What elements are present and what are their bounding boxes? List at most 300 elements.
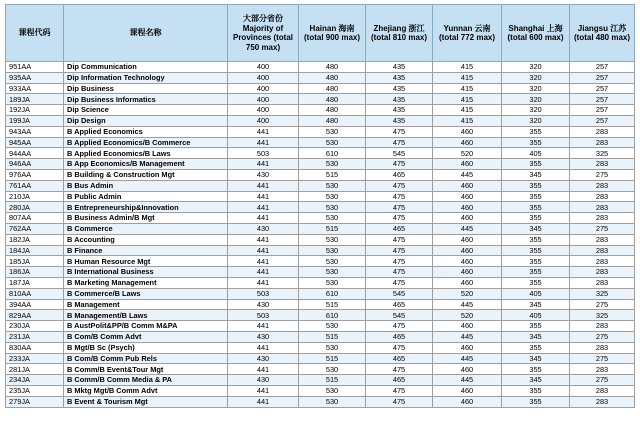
shanghai-score-cell: 320 — [502, 115, 570, 126]
hainan-score-cell: 515 — [299, 169, 366, 180]
jiangsu-score-cell: 325 — [570, 288, 635, 299]
course-code-cell: 187JA — [6, 277, 64, 288]
jiangsu-score-cell: 283 — [570, 126, 635, 137]
shanghai-score-cell: 345 — [502, 223, 570, 234]
course-code-cell: 185JA — [6, 256, 64, 267]
zhejiang-score-cell: 475 — [366, 245, 433, 256]
course-code-cell: 946AA — [6, 159, 64, 170]
header-course-name: 课程名称 — [64, 5, 228, 62]
course-code-cell: 189JA — [6, 94, 64, 105]
majority-score-cell: 400 — [228, 115, 299, 126]
course-code-cell: 944AA — [6, 148, 64, 159]
course-code-cell: 279JA — [6, 396, 64, 407]
table-row — [6, 213, 635, 224]
jiangsu-score-cell: 283 — [570, 191, 635, 202]
shanghai-score-cell: 355 — [502, 321, 570, 332]
table-row — [6, 126, 635, 137]
yunnan-score-cell: 415 — [433, 72, 502, 83]
course-code-cell: 830AA — [6, 342, 64, 353]
jiangsu-score-cell: 275 — [570, 223, 635, 234]
course-code-cell: 235JA — [6, 385, 64, 396]
yunnan-score-cell: 460 — [433, 321, 502, 332]
course-code-cell: 807AA — [6, 213, 64, 224]
table-row — [6, 256, 635, 267]
course-name-cell: B AustPolit&PP/B Comm M&PA — [64, 321, 228, 332]
course-name-cell: B Applied Economics/B Commerce — [64, 137, 228, 148]
course-code-cell: 234JA — [6, 375, 64, 386]
jiangsu-score-cell: 283 — [570, 364, 635, 375]
scores-table — [5, 4, 635, 408]
table-row — [6, 331, 635, 342]
table-row — [6, 234, 635, 245]
course-name-cell: Dip Business Informatics — [64, 94, 228, 105]
course-name-cell: B Mgt/B Sc (Psych) — [64, 342, 228, 353]
table-row — [6, 223, 635, 234]
yunnan-score-cell: 460 — [433, 137, 502, 148]
course-code-cell: 199JA — [6, 115, 64, 126]
zhejiang-score-cell: 465 — [366, 223, 433, 234]
jiangsu-score-cell: 283 — [570, 342, 635, 353]
course-code-cell: 951AA — [6, 62, 64, 73]
hainan-score-cell: 530 — [299, 202, 366, 213]
hainan-score-cell: 480 — [299, 94, 366, 105]
course-name-cell: B Public Admin — [64, 191, 228, 202]
jiangsu-score-cell: 325 — [570, 148, 635, 159]
zhejiang-score-cell: 435 — [366, 105, 433, 116]
yunnan-score-cell: 460 — [433, 342, 502, 353]
majority-score-cell: 441 — [228, 126, 299, 137]
shanghai-score-cell: 345 — [502, 375, 570, 386]
hainan-score-cell: 610 — [299, 288, 366, 299]
yunnan-score-cell: 445 — [433, 375, 502, 386]
table-row — [6, 159, 635, 170]
course-name-cell: B Com/B Comm Pub Rels — [64, 353, 228, 364]
course-name-cell: B Event & Tourism Mgt — [64, 396, 228, 407]
course-code-cell: 182JA — [6, 234, 64, 245]
jiangsu-score-cell: 283 — [570, 245, 635, 256]
majority-score-cell: 400 — [228, 62, 299, 73]
yunnan-score-cell: 460 — [433, 213, 502, 224]
table-row — [6, 310, 635, 321]
shanghai-score-cell: 355 — [502, 256, 570, 267]
shanghai-score-cell: 355 — [502, 234, 570, 245]
table-row — [6, 385, 635, 396]
shanghai-score-cell: 320 — [502, 94, 570, 105]
majority-score-cell: 400 — [228, 105, 299, 116]
yunnan-score-cell: 520 — [433, 288, 502, 299]
shanghai-score-cell: 345 — [502, 169, 570, 180]
course-name-cell: B Building & Construction Mgt — [64, 169, 228, 180]
shanghai-score-cell: 355 — [502, 126, 570, 137]
jiangsu-score-cell: 283 — [570, 137, 635, 148]
zhejiang-score-cell: 435 — [366, 115, 433, 126]
hainan-score-cell: 530 — [299, 396, 366, 407]
course-code-cell: 192JA — [6, 105, 64, 116]
majority-score-cell: 503 — [228, 310, 299, 321]
zhejiang-score-cell: 475 — [366, 364, 433, 375]
jiangsu-score-cell: 257 — [570, 83, 635, 94]
header-row — [6, 5, 635, 62]
course-code-cell: 933AA — [6, 83, 64, 94]
zhejiang-score-cell: 475 — [366, 191, 433, 202]
majority-score-cell: 430 — [228, 169, 299, 180]
course-code-cell: 762AA — [6, 223, 64, 234]
zhejiang-score-cell: 475 — [366, 159, 433, 170]
hainan-score-cell: 530 — [299, 245, 366, 256]
course-name-cell: B Bus Admin — [64, 180, 228, 191]
shanghai-score-cell: 355 — [502, 159, 570, 170]
hainan-score-cell: 480 — [299, 105, 366, 116]
shanghai-score-cell: 405 — [502, 148, 570, 159]
jiangsu-score-cell: 257 — [570, 62, 635, 73]
jiangsu-score-cell: 283 — [570, 202, 635, 213]
jiangsu-score-cell: 275 — [570, 353, 635, 364]
hainan-score-cell: 530 — [299, 342, 366, 353]
zhejiang-score-cell: 545 — [366, 288, 433, 299]
jiangsu-score-cell: 257 — [570, 105, 635, 116]
course-code-cell: 943AA — [6, 126, 64, 137]
majority-score-cell: 430 — [228, 375, 299, 386]
yunnan-score-cell: 460 — [433, 267, 502, 278]
course-code-cell: 761AA — [6, 180, 64, 191]
majority-score-cell: 441 — [228, 180, 299, 191]
course-code-cell: 976AA — [6, 169, 64, 180]
course-code-cell: 281JA — [6, 364, 64, 375]
majority-score-cell: 441 — [228, 202, 299, 213]
yunnan-score-cell: 460 — [433, 180, 502, 191]
course-code-cell: 280JA — [6, 202, 64, 213]
zhejiang-score-cell: 475 — [366, 321, 433, 332]
table-row — [6, 94, 635, 105]
table-row — [6, 364, 635, 375]
table-row — [6, 288, 635, 299]
table-row — [6, 267, 635, 278]
hainan-score-cell: 480 — [299, 72, 366, 83]
majority-score-cell: 430 — [228, 353, 299, 364]
course-code-cell: 231JA — [6, 331, 64, 342]
course-name-cell: Dip Science — [64, 105, 228, 116]
course-code-cell: 829AA — [6, 310, 64, 321]
yunnan-score-cell: 415 — [433, 83, 502, 94]
jiangsu-score-cell: 283 — [570, 277, 635, 288]
hainan-score-cell: 530 — [299, 191, 366, 202]
majority-score-cell: 400 — [228, 72, 299, 83]
yunnan-score-cell: 520 — [433, 310, 502, 321]
hainan-score-cell: 530 — [299, 364, 366, 375]
jiangsu-score-cell: 275 — [570, 299, 635, 310]
jiangsu-score-cell: 325 — [570, 310, 635, 321]
course-name-cell: B Commerce/B Laws — [64, 288, 228, 299]
shanghai-score-cell: 355 — [502, 342, 570, 353]
majority-score-cell: 430 — [228, 299, 299, 310]
majority-score-cell: 441 — [228, 245, 299, 256]
hainan-score-cell: 530 — [299, 234, 366, 245]
shanghai-score-cell: 320 — [502, 105, 570, 116]
course-name-cell: B Com/B Comm Advt — [64, 331, 228, 342]
table-row — [6, 299, 635, 310]
zhejiang-score-cell: 475 — [366, 234, 433, 245]
jiangsu-score-cell: 257 — [570, 115, 635, 126]
table-row — [6, 353, 635, 364]
jiangsu-score-cell: 275 — [570, 169, 635, 180]
shanghai-score-cell: 355 — [502, 277, 570, 288]
table-row — [6, 245, 635, 256]
jiangsu-score-cell: 283 — [570, 321, 635, 332]
header-shanghai: Shanghai 上海 (total 600 max) — [502, 5, 570, 62]
header-yunnan: Yunnan 云南 (total 772 max) — [433, 5, 502, 62]
shanghai-score-cell: 355 — [502, 385, 570, 396]
yunnan-score-cell: 460 — [433, 191, 502, 202]
yunnan-score-cell: 445 — [433, 223, 502, 234]
zhejiang-score-cell: 475 — [366, 202, 433, 213]
majority-score-cell: 441 — [228, 137, 299, 148]
yunnan-score-cell: 415 — [433, 105, 502, 116]
yunnan-score-cell: 460 — [433, 385, 502, 396]
shanghai-score-cell: 320 — [502, 83, 570, 94]
course-name-cell: B Comm/B Comm Media & PA — [64, 375, 228, 386]
zhejiang-score-cell: 475 — [366, 180, 433, 191]
zhejiang-score-cell: 435 — [366, 62, 433, 73]
course-code-cell: 186JA — [6, 267, 64, 278]
majority-score-cell: 400 — [228, 94, 299, 105]
majority-score-cell: 441 — [228, 159, 299, 170]
course-name-cell: B Comm/B Event&Tour Mgt — [64, 364, 228, 375]
majority-score-cell: 441 — [228, 191, 299, 202]
course-name-cell: B Entrepreneurship&Innovation — [64, 202, 228, 213]
course-name-cell: B Finance — [64, 245, 228, 256]
zhejiang-score-cell: 545 — [366, 310, 433, 321]
course-name-cell: Dip Design — [64, 115, 228, 126]
table-row — [6, 62, 635, 73]
zhejiang-score-cell: 465 — [366, 353, 433, 364]
zhejiang-score-cell: 435 — [366, 94, 433, 105]
yunnan-score-cell: 445 — [433, 169, 502, 180]
jiangsu-score-cell: 283 — [570, 256, 635, 267]
shanghai-score-cell: 355 — [502, 180, 570, 191]
hainan-score-cell: 530 — [299, 267, 366, 278]
majority-score-cell: 441 — [228, 213, 299, 224]
table-row — [6, 169, 635, 180]
header-hainan: Hainan 海南 (total 900 max) — [299, 5, 366, 62]
hainan-score-cell: 530 — [299, 126, 366, 137]
majority-score-cell: 503 — [228, 288, 299, 299]
hainan-score-cell: 515 — [299, 331, 366, 342]
majority-score-cell: 430 — [228, 223, 299, 234]
course-code-cell: 935AA — [6, 72, 64, 83]
majority-score-cell: 441 — [228, 342, 299, 353]
zhejiang-score-cell: 475 — [366, 385, 433, 396]
jiangsu-score-cell: 275 — [570, 375, 635, 386]
zhejiang-score-cell: 435 — [366, 83, 433, 94]
zhejiang-score-cell: 465 — [366, 299, 433, 310]
hainan-score-cell: 530 — [299, 159, 366, 170]
course-name-cell: B Mktg Mgt/B Comm Advt — [64, 385, 228, 396]
yunnan-score-cell: 460 — [433, 256, 502, 267]
yunnan-score-cell: 460 — [433, 245, 502, 256]
zhejiang-score-cell: 465 — [366, 169, 433, 180]
jiangsu-score-cell: 283 — [570, 180, 635, 191]
hainan-score-cell: 530 — [299, 385, 366, 396]
course-code-cell: 233JA — [6, 353, 64, 364]
majority-score-cell: 503 — [228, 148, 299, 159]
shanghai-score-cell: 355 — [502, 267, 570, 278]
table-body — [6, 62, 635, 408]
header-jiangsu: Jiangsu 江苏 (total 480 max) — [570, 5, 635, 62]
header-course-code: 课程代码 — [6, 5, 64, 62]
yunnan-score-cell: 415 — [433, 115, 502, 126]
jiangsu-score-cell: 257 — [570, 94, 635, 105]
course-name-cell: B Human Resource Mgt — [64, 256, 228, 267]
zhejiang-score-cell: 475 — [366, 213, 433, 224]
majority-score-cell: 441 — [228, 256, 299, 267]
shanghai-score-cell: 355 — [502, 245, 570, 256]
hainan-score-cell: 530 — [299, 180, 366, 191]
table-row — [6, 342, 635, 353]
course-name-cell: B Marketing Management — [64, 277, 228, 288]
zhejiang-score-cell: 435 — [366, 72, 433, 83]
hainan-score-cell: 515 — [299, 299, 366, 310]
header-zhejiang: Zhejiang 浙江 (total 810 max) — [366, 5, 433, 62]
table-row — [6, 202, 635, 213]
course-name-cell: B App Economics/B Management — [64, 159, 228, 170]
majority-score-cell: 441 — [228, 267, 299, 278]
course-name-cell: B International Business — [64, 267, 228, 278]
hainan-score-cell: 515 — [299, 375, 366, 386]
hainan-score-cell: 610 — [299, 148, 366, 159]
yunnan-score-cell: 460 — [433, 126, 502, 137]
jiangsu-score-cell: 283 — [570, 385, 635, 396]
yunnan-score-cell: 460 — [433, 364, 502, 375]
shanghai-score-cell: 345 — [502, 331, 570, 342]
header-majority-provinces: 大部分省份 Majority of Provinces (total 750 max) — [228, 5, 299, 62]
table-row — [6, 72, 635, 83]
zhejiang-score-cell: 475 — [366, 342, 433, 353]
shanghai-score-cell: 405 — [502, 310, 570, 321]
hainan-score-cell: 480 — [299, 62, 366, 73]
admission-scores-sheet — [5, 4, 634, 408]
course-name-cell: Dip Communication — [64, 62, 228, 73]
majority-score-cell: 441 — [228, 321, 299, 332]
shanghai-score-cell: 320 — [502, 72, 570, 83]
table-row — [6, 115, 635, 126]
hainan-score-cell: 530 — [299, 256, 366, 267]
majority-score-cell: 441 — [228, 277, 299, 288]
zhejiang-score-cell: 475 — [366, 396, 433, 407]
jiangsu-score-cell: 283 — [570, 159, 635, 170]
shanghai-score-cell: 355 — [502, 364, 570, 375]
majority-score-cell: 441 — [228, 234, 299, 245]
hainan-score-cell: 530 — [299, 321, 366, 332]
table-row — [6, 191, 635, 202]
hainan-score-cell: 610 — [299, 310, 366, 321]
table-row — [6, 83, 635, 94]
course-code-cell: 210JA — [6, 191, 64, 202]
jiangsu-score-cell: 257 — [570, 72, 635, 83]
table-row — [6, 137, 635, 148]
course-name-cell: Dip Information Technology — [64, 72, 228, 83]
zhejiang-score-cell: 545 — [366, 148, 433, 159]
zhejiang-score-cell: 475 — [366, 267, 433, 278]
shanghai-score-cell: 355 — [502, 202, 570, 213]
yunnan-score-cell: 445 — [433, 331, 502, 342]
yunnan-score-cell: 460 — [433, 202, 502, 213]
yunnan-score-cell: 460 — [433, 277, 502, 288]
jiangsu-score-cell: 283 — [570, 234, 635, 245]
jiangsu-score-cell: 283 — [570, 213, 635, 224]
table-row — [6, 321, 635, 332]
table-row — [6, 148, 635, 159]
yunnan-score-cell: 460 — [433, 159, 502, 170]
majority-score-cell: 400 — [228, 83, 299, 94]
majority-score-cell: 441 — [228, 364, 299, 375]
yunnan-score-cell: 415 — [433, 62, 502, 73]
jiangsu-score-cell: 283 — [570, 267, 635, 278]
majority-score-cell: 441 — [228, 385, 299, 396]
shanghai-score-cell: 355 — [502, 396, 570, 407]
course-name-cell: B Commerce — [64, 223, 228, 234]
table-row — [6, 105, 635, 116]
table-row — [6, 396, 635, 407]
yunnan-score-cell: 445 — [433, 353, 502, 364]
course-code-cell: 230JA — [6, 321, 64, 332]
zhejiang-score-cell: 475 — [366, 277, 433, 288]
shanghai-score-cell: 355 — [502, 213, 570, 224]
yunnan-score-cell: 415 — [433, 94, 502, 105]
course-name-cell: Dip Business — [64, 83, 228, 94]
course-name-cell: B Business Admin/B Mgt — [64, 213, 228, 224]
hainan-score-cell: 530 — [299, 277, 366, 288]
table-row — [6, 277, 635, 288]
shanghai-score-cell: 355 — [502, 137, 570, 148]
hainan-score-cell: 530 — [299, 137, 366, 148]
hainan-score-cell: 530 — [299, 213, 366, 224]
hainan-score-cell: 515 — [299, 223, 366, 234]
zhejiang-score-cell: 475 — [366, 126, 433, 137]
course-name-cell: B Applied Economics — [64, 126, 228, 137]
yunnan-score-cell: 460 — [433, 396, 502, 407]
shanghai-score-cell: 320 — [502, 62, 570, 73]
yunnan-score-cell: 520 — [433, 148, 502, 159]
yunnan-score-cell: 460 — [433, 234, 502, 245]
jiangsu-score-cell: 275 — [570, 331, 635, 342]
shanghai-score-cell: 345 — [502, 353, 570, 364]
shanghai-score-cell: 355 — [502, 191, 570, 202]
course-name-cell: B Management/B Laws — [64, 310, 228, 321]
hainan-score-cell: 515 — [299, 353, 366, 364]
course-code-cell: 810AA — [6, 288, 64, 299]
majority-score-cell: 430 — [228, 331, 299, 342]
zhejiang-score-cell: 465 — [366, 331, 433, 342]
course-code-cell: 184JA — [6, 245, 64, 256]
zhejiang-score-cell: 475 — [366, 137, 433, 148]
course-name-cell: B Accounting — [64, 234, 228, 245]
course-name-cell: B Applied Economics/B Laws — [64, 148, 228, 159]
hainan-score-cell: 480 — [299, 115, 366, 126]
course-name-cell: B Management — [64, 299, 228, 310]
jiangsu-score-cell: 283 — [570, 396, 635, 407]
zhejiang-score-cell: 465 — [366, 375, 433, 386]
shanghai-score-cell: 405 — [502, 288, 570, 299]
table-row — [6, 180, 635, 191]
majority-score-cell: 441 — [228, 396, 299, 407]
course-code-cell: 394AA — [6, 299, 64, 310]
shanghai-score-cell: 345 — [502, 299, 570, 310]
yunnan-score-cell: 445 — [433, 299, 502, 310]
course-code-cell: 945AA — [6, 137, 64, 148]
table-row — [6, 375, 635, 386]
hainan-score-cell: 480 — [299, 83, 366, 94]
zhejiang-score-cell: 475 — [366, 256, 433, 267]
